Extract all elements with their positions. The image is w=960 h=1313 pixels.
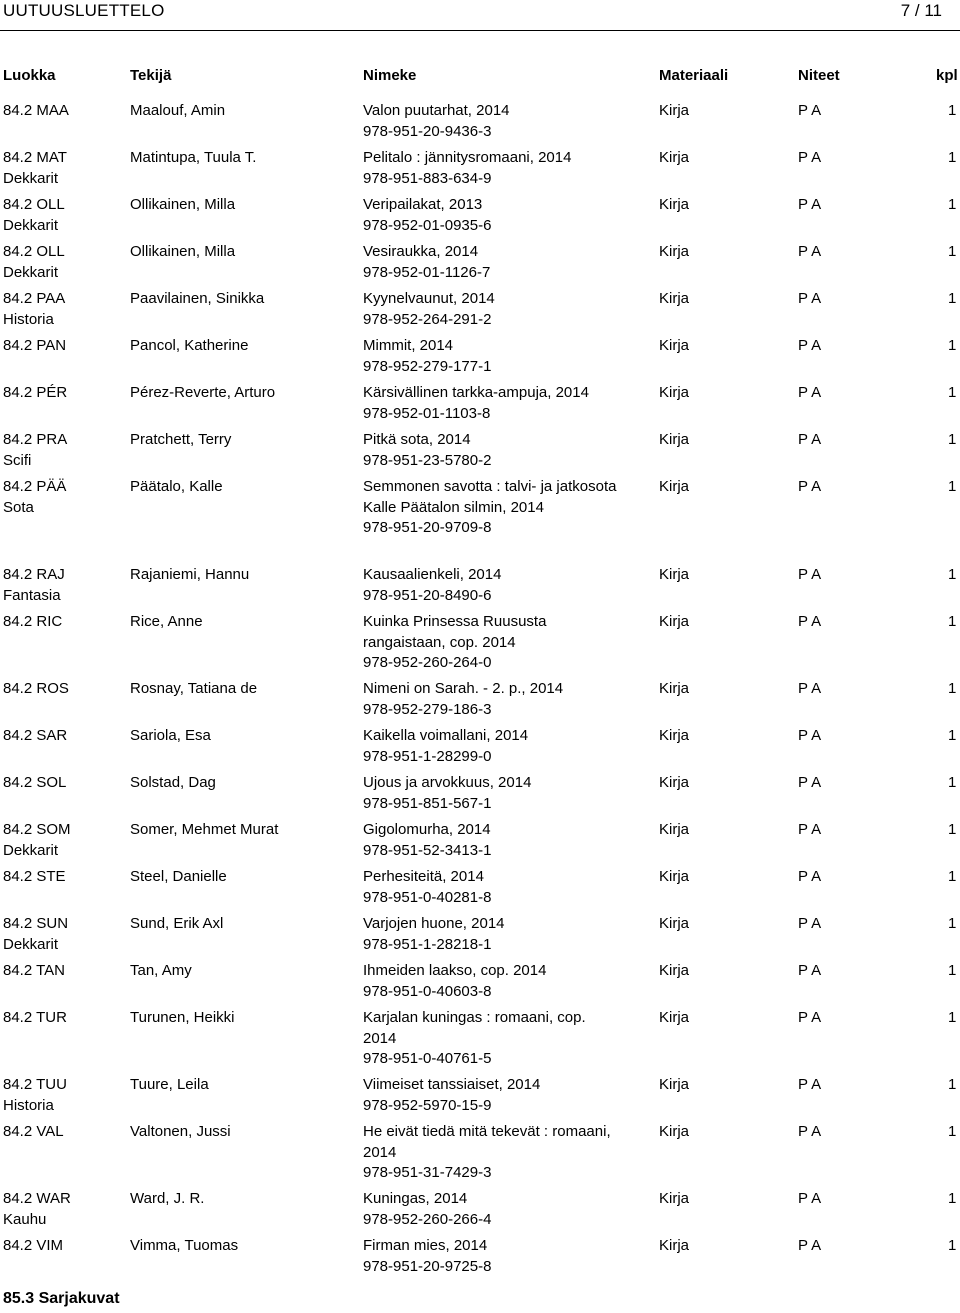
row-materiaali: Kirja: [659, 102, 690, 119]
row-niteet: P A: [798, 868, 822, 885]
row-niteet: P A: [798, 774, 822, 791]
row-title-text: Nimeni on Sarah. - 2. p., 2014: [363, 680, 564, 697]
catalog-row: [0, 867, 960, 914]
row-materiaali: Kirja: [659, 727, 690, 744]
row-tekija: Pérez-Reverte, Arturo: [130, 384, 276, 401]
row-nimeke: [363, 148, 618, 189]
row-tekija: Paavilainen, Sinikka: [130, 290, 265, 307]
row-materiaali: Kirja: [659, 915, 690, 932]
row-nimeke: [363, 565, 618, 606]
row-materiaali: Kirja: [659, 774, 690, 791]
row-isbn: 978-952-5970-15-9: [363, 1096, 492, 1114]
catalog-row: [0, 101, 960, 148]
row-kpl: 1: [948, 1123, 957, 1140]
catalog-row: [0, 961, 960, 1008]
row-class-code: 84.2 SUN: [3, 915, 69, 932]
row-materiaali: Kirja: [659, 1076, 690, 1093]
row-genre: Dekkarit: [3, 216, 59, 234]
row-class-code: 84.2 SOM: [3, 821, 71, 838]
row-niteet: P A: [798, 149, 822, 166]
row-title-text: Kyynelvaunut, 2014: [363, 290, 495, 307]
row-materiaali: Kirja: [659, 1237, 690, 1254]
row-title-text: Ihmeiden laakso, cop. 2014: [363, 962, 547, 979]
row-class-code: 84.2 RAJ: [3, 566, 65, 583]
row-title-text: Gigolomurha, 2014: [363, 821, 491, 838]
column-header-niteet: Niteet: [798, 67, 840, 84]
row-niteet: P A: [798, 962, 822, 979]
row-niteet: P A: [798, 566, 822, 583]
row-niteet: P A: [798, 613, 822, 630]
page-number: 7 / 11: [900, 1, 942, 20]
row-class-code: 84.2 PAN: [3, 337, 67, 354]
row-tekija: Vimma, Tuomas: [130, 1237, 239, 1254]
row-nimeke: [363, 336, 618, 377]
row-isbn: 978-952-01-0935-6: [363, 216, 492, 234]
row-materiaali: Kirja: [659, 431, 690, 448]
column-header-nimeke: Nimeke: [363, 67, 417, 84]
row-luokka: [3, 477, 123, 518]
catalog-list: [0, 101, 960, 1283]
catalog-row: [0, 1236, 960, 1283]
row-class-code: 84.2 WAR: [3, 1190, 71, 1207]
row-niteet: P A: [798, 290, 822, 307]
row-nimeke: [363, 726, 618, 767]
row-tekija: Tan, Amy: [130, 962, 192, 979]
row-luokka: [3, 195, 123, 236]
row-title-text: Kuinka Prinsessa Ruususta rangaistaan, cop. 2014: [363, 613, 547, 651]
row-materiaali: Kirja: [659, 1123, 690, 1140]
row-nimeke: [363, 101, 618, 142]
row-luokka: [3, 726, 123, 747]
row-nimeke: [363, 289, 618, 330]
row-kpl: 1: [948, 478, 957, 495]
row-isbn: 978-951-20-9436-3: [363, 122, 492, 140]
row-luokka: [3, 867, 123, 888]
row-luokka: [3, 336, 123, 357]
row-luokka: [3, 679, 123, 700]
row-nimeke: [363, 430, 618, 471]
row-nimeke: [363, 679, 618, 720]
row-materiaali: Kirja: [659, 1190, 690, 1207]
row-luokka: [3, 289, 123, 330]
catalog-row: [0, 1008, 960, 1075]
row-isbn: 978-951-20-9725-8: [363, 1257, 492, 1275]
row-class-code: 84.2 MAA: [3, 102, 69, 119]
row-isbn: 978-952-279-186-3: [363, 700, 492, 718]
row-nimeke: [363, 383, 618, 424]
row-niteet: P A: [798, 1009, 822, 1026]
catalog-row: [0, 336, 960, 383]
row-materiaali: Kirja: [659, 149, 690, 166]
row-kpl: 1: [948, 431, 957, 448]
row-nimeke: [363, 612, 618, 674]
row-isbn: 978-952-01-1126-7: [363, 263, 491, 281]
row-genre: Historia: [3, 310, 54, 328]
row-isbn: 978-951-883-634-9: [363, 169, 492, 187]
row-kpl: 1: [948, 680, 957, 697]
row-kpl: 1: [948, 566, 957, 583]
row-luokka: [3, 101, 123, 122]
catalog-row: [0, 289, 960, 336]
row-title-text: Semmonen savotta : talvi- ja jatkosota Kalle Päätalon silmin, 2014: [363, 478, 617, 516]
catalog-row: [0, 1189, 960, 1236]
row-niteet: P A: [798, 102, 822, 119]
row-materiaali: Kirja: [659, 566, 690, 583]
row-isbn: 978-952-260-264-0: [363, 654, 492, 671]
row-materiaali: Kirja: [659, 243, 690, 260]
column-headers: [0, 67, 960, 89]
row-kpl: 1: [948, 727, 957, 744]
row-materiaali: Kirja: [659, 680, 690, 697]
row-luokka: [3, 1075, 123, 1116]
row-tekija: Ward, J. R.: [130, 1190, 205, 1207]
row-materiaali: Kirja: [659, 290, 690, 307]
row-luokka: [3, 820, 123, 861]
row-luokka: [3, 773, 123, 794]
row-nimeke: [363, 242, 618, 283]
row-tekija: Rajaniemi, Hannu: [130, 566, 250, 583]
row-tekija: Sund, Erik Axl: [130, 915, 224, 932]
page-title: UUTUUSLUETTELO: [3, 1, 165, 20]
row-title-text: Firman mies, 2014: [363, 1237, 488, 1254]
row-class-code: 84.2 PÉR: [3, 384, 68, 401]
row-isbn: 978-951-0-40603-8: [363, 982, 492, 1000]
row-tekija: Turunen, Heikki: [130, 1009, 235, 1026]
row-luokka: [3, 383, 123, 404]
row-isbn: 978-951-851-567-1: [363, 794, 492, 812]
row-kpl: 1: [948, 149, 957, 166]
row-genre: Dekkarit: [3, 263, 59, 281]
row-isbn: 978-951-1-28299-0: [363, 747, 492, 765]
row-class-code: 84.2 TUU: [3, 1076, 67, 1093]
row-tekija: Matintupa, Tuula T.: [130, 149, 257, 166]
row-title-text: Karjalan kuningas : romaani, cop. 2014: [363, 1009, 586, 1047]
row-kpl: 1: [948, 1190, 957, 1207]
row-isbn: 978-951-52-3413-1: [363, 841, 492, 859]
row-kpl: 1: [948, 613, 957, 630]
row-niteet: P A: [798, 243, 822, 260]
catalog-row: [0, 565, 960, 612]
row-nimeke: [363, 1236, 618, 1277]
row-genre: Kauhu: [3, 1210, 47, 1228]
row-kpl: 1: [948, 915, 957, 932]
row-nimeke: [363, 820, 618, 861]
catalog-row: [0, 612, 960, 679]
row-title-text: Kaikella voimallani, 2014: [363, 727, 529, 744]
row-materiaali: Kirja: [659, 196, 690, 213]
row-kpl: 1: [948, 1009, 957, 1026]
row-nimeke: [363, 1008, 618, 1070]
row-class-code: 84.2 TUR: [3, 1009, 67, 1026]
row-tekija: Maalouf, Amin: [130, 102, 226, 119]
row-luokka: [3, 148, 123, 189]
row-class-code: 84.2 OLL: [3, 243, 65, 260]
row-isbn: 978-952-279-177-1: [363, 357, 492, 375]
catalog-row: [0, 477, 960, 565]
row-materiaali: Kirja: [659, 384, 690, 401]
row-kpl: 1: [948, 290, 957, 307]
row-niteet: P A: [798, 727, 822, 744]
row-title-text: He eivät tiedä mitä tekevät : romaani, 2014: [363, 1123, 611, 1161]
row-isbn: 978-951-31-7429-3: [363, 1164, 492, 1181]
row-niteet: P A: [798, 1237, 822, 1254]
row-niteet: P A: [798, 1123, 822, 1140]
row-nimeke: [363, 1075, 618, 1116]
row-title-text: Kärsivällinen tarkka-ampuja, 2014: [363, 384, 589, 401]
row-materiaali: Kirja: [659, 478, 690, 495]
row-kpl: 1: [948, 196, 957, 213]
row-genre: Sota: [3, 498, 34, 516]
row-tekija: Solstad, Dag: [130, 774, 216, 791]
row-title-text: Kuningas, 2014: [363, 1190, 468, 1207]
row-tekija: Steel, Danielle: [130, 868, 227, 885]
row-nimeke: [363, 477, 618, 539]
row-title-text: Viimeiset tanssiaiset, 2014: [363, 1076, 541, 1093]
row-title-text: Perhesiteitä, 2014: [363, 868, 484, 885]
row-luokka: [3, 914, 123, 955]
row-luokka: [3, 565, 123, 606]
row-tekija: Ollikainen, Milla: [130, 243, 236, 260]
catalog-row: [0, 726, 960, 773]
row-kpl: 1: [948, 774, 957, 791]
row-luokka: [3, 1122, 123, 1143]
row-niteet: P A: [798, 915, 822, 932]
section-heading: 85.3 Sarjakuvat: [3, 1290, 120, 1307]
catalog-row: [0, 430, 960, 477]
row-tekija: Pancol, Katherine: [130, 337, 249, 354]
row-class-code: 84.2 MAT: [3, 149, 67, 166]
column-header-tekija: Tekijä: [130, 67, 172, 84]
row-isbn: 978-951-20-8490-6: [363, 586, 492, 604]
row-isbn: 978-951-0-40281-8: [363, 888, 492, 906]
row-materiaali: Kirja: [659, 821, 690, 838]
catalog-row: [0, 242, 960, 289]
row-tekija: Sariola, Esa: [130, 727, 211, 744]
row-tekija: Somer, Mehmet Murat: [130, 821, 279, 838]
row-title-text: Ujous ja arvokkuus, 2014: [363, 774, 532, 791]
row-class-code: 84.2 ROS: [3, 680, 69, 697]
row-materiaali: Kirja: [659, 1009, 690, 1026]
row-class-code: 84.2 OLL: [3, 196, 65, 213]
row-kpl: 1: [948, 821, 957, 838]
row-luokka: [3, 961, 123, 982]
column-header-kpl: kpl: [936, 67, 958, 84]
row-genre: Scifi: [3, 451, 32, 469]
row-class-code: 84.2 SOL: [3, 774, 67, 791]
row-nimeke: [363, 773, 618, 814]
row-kpl: 1: [948, 1076, 957, 1093]
row-tekija: Päätalo, Kalle: [130, 478, 223, 495]
row-niteet: P A: [798, 1076, 822, 1093]
row-materiaali: Kirja: [659, 613, 690, 630]
row-title-text: Kausaalienkeli, 2014: [363, 566, 502, 583]
row-niteet: P A: [798, 680, 822, 697]
row-tekija: Rosnay, Tatiana de: [130, 680, 258, 697]
row-isbn: 978-951-20-9709-8: [363, 519, 492, 536]
row-tekija: Rice, Anne: [130, 613, 203, 630]
row-nimeke: [363, 1189, 618, 1230]
column-header-luokka: Luokka: [3, 67, 56, 84]
catalog-row: [0, 383, 960, 430]
row-nimeke: [363, 1122, 618, 1184]
row-luokka: [3, 242, 123, 283]
row-nimeke: [363, 961, 618, 1002]
row-niteet: P A: [798, 337, 822, 354]
row-nimeke: [363, 914, 618, 955]
row-isbn: 978-951-23-5780-2: [363, 451, 492, 469]
row-title-text: Valon puutarhat, 2014: [363, 102, 510, 119]
row-title-text: Pitkä sota, 2014: [363, 431, 471, 448]
catalog-row: [0, 1122, 960, 1189]
row-niteet: P A: [798, 431, 822, 448]
row-materiaali: Kirja: [659, 868, 690, 885]
row-class-code: 84.2 RIC: [3, 613, 63, 630]
row-niteet: P A: [798, 384, 822, 401]
catalog-row: [0, 1075, 960, 1122]
row-tekija: Tuure, Leila: [130, 1076, 209, 1093]
row-genre: Historia: [3, 1096, 54, 1114]
row-genre: Dekkarit: [3, 935, 59, 953]
row-genre: Dekkarit: [3, 169, 59, 187]
catalog-row: [0, 914, 960, 961]
row-niteet: P A: [798, 1190, 822, 1207]
catalog-row: [0, 679, 960, 726]
row-kpl: 1: [948, 962, 957, 979]
row-isbn: 978-951-1-28218-1: [363, 935, 492, 953]
catalog-row: [0, 773, 960, 820]
row-tekija: Pratchett, Terry: [130, 431, 232, 448]
row-class-code: 84.2 PÄÄ: [3, 478, 67, 495]
row-luokka: [3, 612, 123, 633]
row-title-text: Veripailakat, 2013: [363, 196, 483, 213]
row-kpl: 1: [948, 337, 957, 354]
row-kpl: 1: [948, 1237, 957, 1254]
row-class-code: 84.2 PRA: [3, 431, 68, 448]
catalog-row: [0, 148, 960, 195]
row-materiaali: Kirja: [659, 962, 690, 979]
row-luokka: [3, 430, 123, 471]
row-class-code: 84.2 VIM: [3, 1237, 64, 1254]
row-class-code: 84.2 SAR: [3, 727, 68, 744]
row-tekija: Valtonen, Jussi: [130, 1123, 231, 1140]
column-header-materiaali: Materiaali: [659, 67, 729, 84]
row-genre: Fantasia: [3, 586, 61, 604]
row-tekija: Ollikainen, Milla: [130, 196, 236, 213]
row-niteet: P A: [798, 821, 822, 838]
catalog-row: [0, 195, 960, 242]
row-class-code: 84.2 TAN: [3, 962, 65, 979]
row-luokka: [3, 1008, 123, 1029]
row-class-code: 84.2 VAL: [3, 1123, 64, 1140]
row-kpl: 1: [948, 102, 957, 119]
row-class-code: 84.2 PAA: [3, 290, 66, 307]
row-nimeke: [363, 195, 618, 236]
row-isbn: 978-951-0-40761-5: [363, 1050, 492, 1067]
row-title-text: Pelitalo : jännitysromaani, 2014: [363, 149, 572, 166]
row-materiaali: Kirja: [659, 337, 690, 354]
row-niteet: P A: [798, 478, 822, 495]
row-luokka: [3, 1236, 123, 1257]
row-isbn: 978-952-264-291-2: [363, 310, 492, 328]
catalog-row: [0, 820, 960, 867]
row-luokka: [3, 1189, 123, 1230]
row-kpl: 1: [948, 384, 957, 401]
row-title-text: Vesiraukka, 2014: [363, 243, 479, 260]
row-kpl: 1: [948, 868, 957, 885]
page-header: [0, 0, 960, 31]
row-title-text: Mimmit, 2014: [363, 337, 454, 354]
row-title-text: Varjojen huone, 2014: [363, 915, 505, 932]
row-isbn: 978-952-01-1103-8: [363, 404, 491, 422]
row-genre: Dekkarit: [3, 841, 59, 859]
row-niteet: P A: [798, 196, 822, 213]
row-kpl: 1: [948, 243, 957, 260]
row-isbn: 978-952-260-266-4: [363, 1210, 492, 1228]
row-class-code: 84.2 STE: [3, 868, 66, 885]
row-nimeke: [363, 867, 618, 908]
